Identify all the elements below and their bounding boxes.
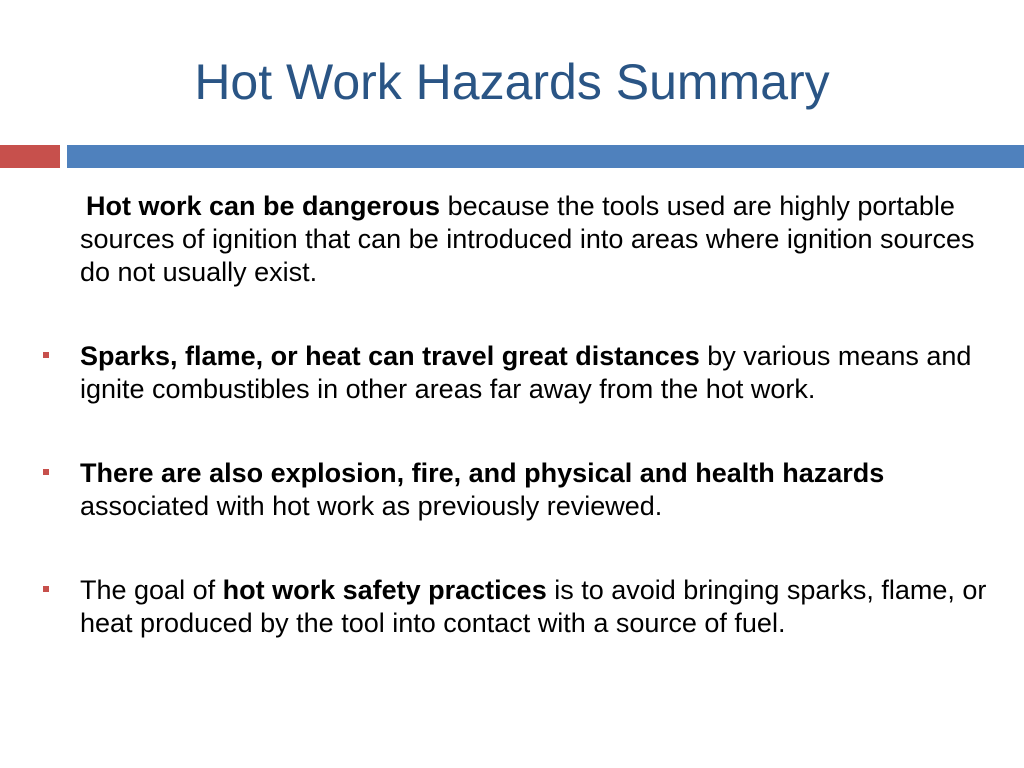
bullet-2-text: associated with hot work as previously reviewed.	[80, 491, 663, 521]
square-bullet-icon	[43, 469, 49, 475]
square-bullet-icon	[43, 352, 49, 358]
bullet-3-lead-text: The goal of	[80, 575, 223, 605]
bullet-item-2	[80, 457, 990, 523]
intro-paragraph	[80, 190, 990, 289]
bullet-1-text: by various means and ignite combustibles in other areas far away from the hot work.	[80, 341, 972, 404]
title-rule-blue	[67, 145, 1024, 168]
bullet-1-bold-text: Sparks, flame, or heat can travel great distances	[80, 341, 700, 371]
bullet-item-3	[80, 574, 990, 640]
intro-text: because the tools used are highly portable sources of ignition that can be introduced into areas where ignition sources do not usually exist.	[80, 191, 975, 287]
bullet-item-1	[80, 340, 990, 406]
slide-title: Hot Work Hazards Summary	[194, 54, 830, 110]
bullet-3-bold-text: hot work safety practices	[222, 575, 547, 605]
bullet-3-text: is to avoid bringing sparks, flame, or heat produced by the tool into contact with a source of fuel.	[80, 575, 987, 638]
bullet-2-bold-text: There are also explosion, fire, and physical and health hazards	[80, 458, 885, 488]
slide-body	[80, 190, 990, 691]
intro-bold-text: Hot work can be dangerous	[86, 191, 441, 221]
title-rule-red	[0, 145, 60, 168]
square-bullet-icon	[43, 586, 49, 592]
